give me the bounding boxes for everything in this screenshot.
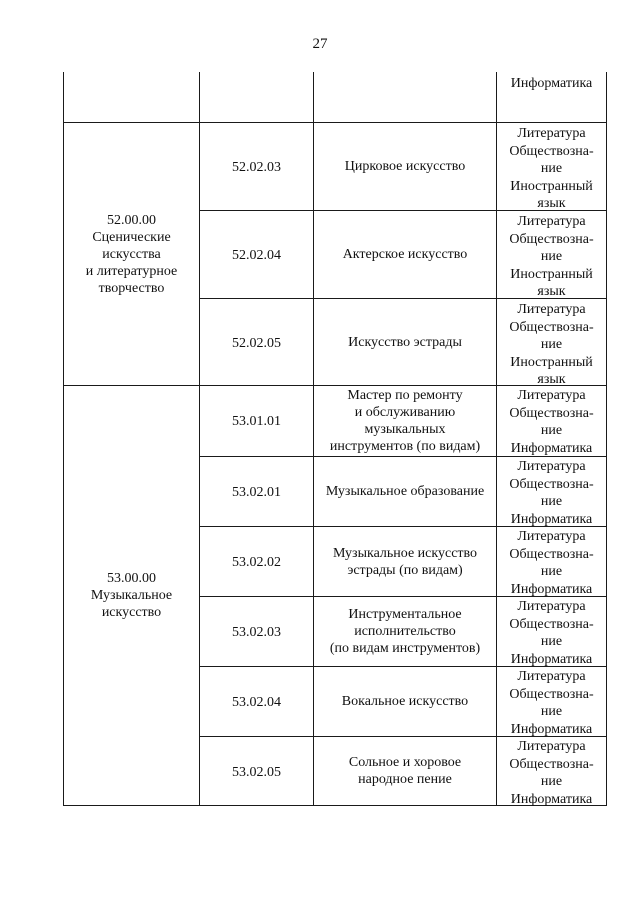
row-code: 52.02.05 xyxy=(232,336,281,351)
group-code-text: 53.00.00 Музыкальное искусство xyxy=(90,571,173,620)
row-subjects: Литература Обществозна- ние Информатика xyxy=(509,529,594,597)
row-subjects: Литература Обществозна- ние Информатика xyxy=(509,599,594,667)
group-code-name xyxy=(64,123,199,385)
row-name: Искусство эстрады xyxy=(348,334,462,350)
page-number: 27 xyxy=(312,36,328,52)
row-name: Цирковое искусство xyxy=(344,159,466,174)
row-subjects: Литература Обществозна- ние Информатика xyxy=(509,669,594,737)
table-border-right xyxy=(606,72,607,806)
row-subjects: Литература Обществозна- ние Информатика xyxy=(509,388,594,456)
group-code-text: 52.00.00 Сценические искусства и литературное творчество xyxy=(85,212,178,296)
row-code: 53.02.01 xyxy=(232,485,281,500)
row-name: Актерское искусство xyxy=(342,247,468,262)
row-name: Инструментальное исполнительство (по видам инструментов) xyxy=(329,607,481,656)
row-code: 52.02.03 xyxy=(232,160,281,175)
row-name: Сольное и хоровое народное пение xyxy=(348,755,462,787)
row-name: Музыкальное образование xyxy=(325,484,485,499)
row-subjects: Литература Обществозна- ние Информатика xyxy=(509,459,594,527)
row-name: Музыкальное искусство эстрады (по видам) xyxy=(332,545,478,578)
group-code-name xyxy=(64,386,199,805)
row-name: Вокальное искусство xyxy=(341,694,469,709)
row-code: 53.01.01 xyxy=(232,414,281,429)
row-code: 53.02.03 xyxy=(232,625,281,640)
row-subjects: Литература Обществозна- ние Иностранный язык xyxy=(509,214,594,299)
row-code: 53.02.02 xyxy=(232,555,281,570)
row-subjects: Литература Обществозна- ние Информатика xyxy=(509,739,594,807)
row-subjects: Литература Обществозна- ние Иностранный язык xyxy=(509,126,594,211)
row-code: 53.02.05 xyxy=(232,765,281,780)
subjects-text: Информатика xyxy=(510,75,593,91)
row-code: 52.02.04 xyxy=(232,248,281,263)
row-code: 53.02.04 xyxy=(232,695,281,710)
table-cell-subjects xyxy=(497,72,606,94)
row-name: Мастер по ремонту и обслуживанию музыкальных инструментов (по видам) xyxy=(329,388,481,454)
row-subjects: Литература Обществозна- ние Иностранный язык xyxy=(509,302,594,387)
